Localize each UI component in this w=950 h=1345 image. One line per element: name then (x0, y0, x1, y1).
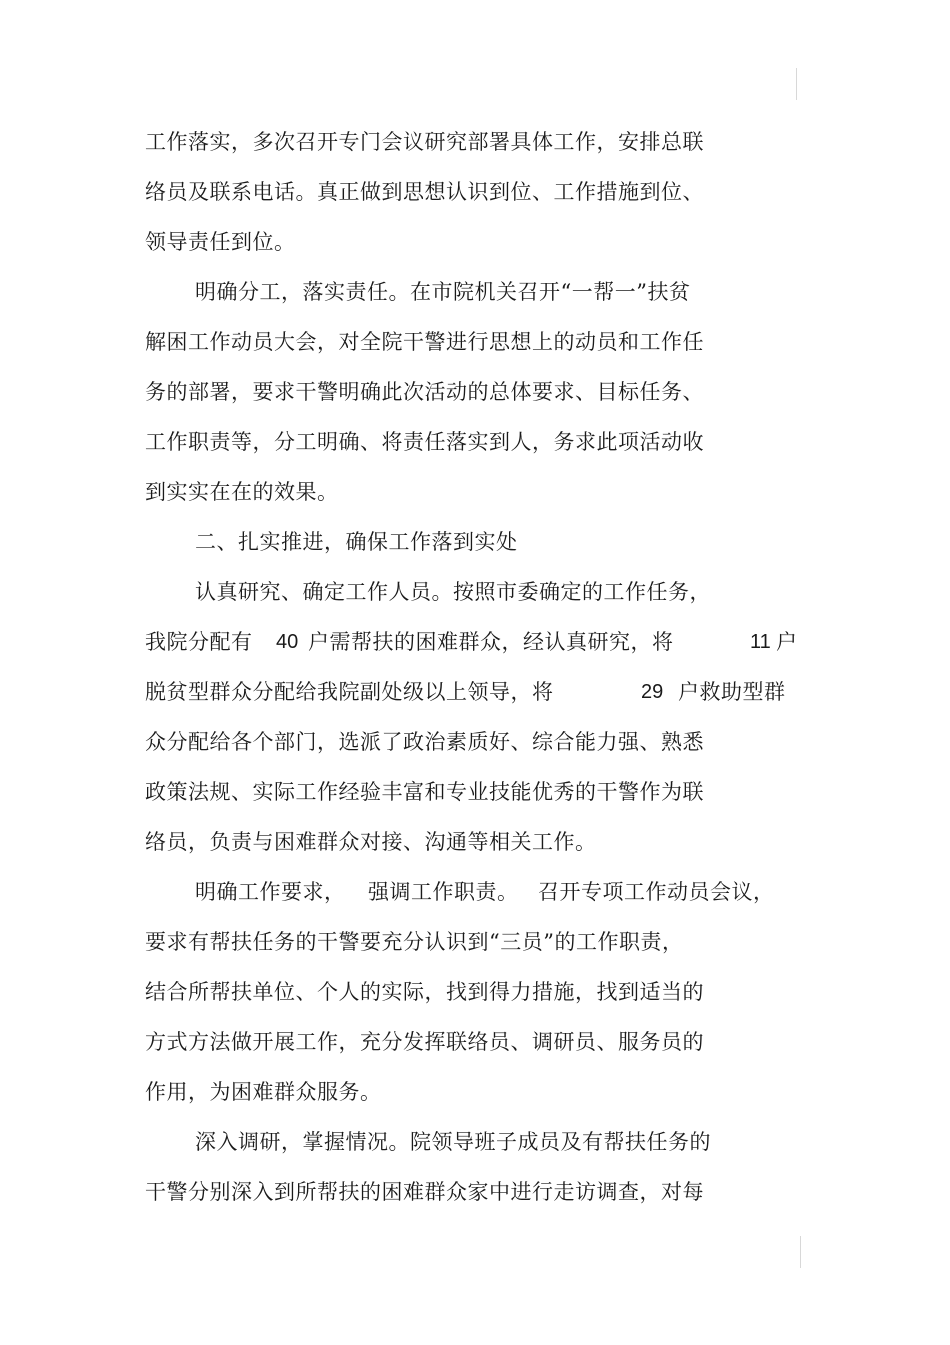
text-line: 解困工作动员大会，对全院干警进行思想上的动员和工作任 (145, 330, 704, 354)
text-line: 务的部署，要求干警明确此次活动的总体要求、目标任务、 (145, 380, 704, 404)
text-line: 明确分工，落实责任。在市院机关召开“一帮一”扶贫 (195, 280, 691, 304)
text-line-part: 户需帮扶的困难群众，经认真研究，将 (308, 630, 674, 654)
text-line: 深入调研，掌握情况。院领导班子成员及有帮扶任务的 (195, 1130, 711, 1154)
text-line-part: 户救助型群 (678, 680, 786, 704)
number-11: 11 (750, 631, 771, 653)
text-line: 络员及联系电话。真正做到思想认识到位、工作措施到位、 (145, 180, 704, 204)
text-line-part: 脱贫型群众分配给我院副处级以上领导，将 (145, 680, 554, 704)
text-line: 作用，为困难群众服务。 (145, 1080, 382, 1104)
text-line-part: 召开专项工作动员会议， (538, 880, 775, 904)
number-29: 29 (641, 681, 664, 703)
text-line: 方式方法做开展工作，充分发挥联络员、调研员、服务员的 (145, 1030, 704, 1054)
text-line: 工作落实，多次召开专门会议研究部署具体工作，安排总联 (145, 130, 704, 154)
text-line: 结合所帮扶单位、个人的实际，找到得力措施，找到适当的 (145, 980, 704, 1004)
text-line-part: 明确工作要求， (195, 880, 346, 904)
text-line: 工作职责等，分工明确、将责任落实到人，务求此项活动收 (145, 430, 704, 454)
text-line: 要求有帮扶任务的干警要充分认识到“三员”的工作职责， (145, 930, 684, 954)
page-corner-mark-top (796, 68, 797, 100)
text-line-part: 强调工作职责。 (368, 880, 519, 904)
text-line: 络员，负责与困难群众对接、沟通等相关工作。 (145, 830, 597, 854)
section-heading: 二、扎实推进，确保工作落到实处 (195, 530, 518, 554)
text-line: 干警分别深入到所帮扶的困难群众家中进行走访调查，对每 (145, 1180, 704, 1204)
text-line-part: 户 (776, 630, 798, 654)
page-corner-mark-bottom (800, 1236, 801, 1268)
text-line: 众分配给各个部门，选派了政治素质好、综合能力强、熟悉 (145, 730, 704, 754)
text-line: 到实实在在的效果。 (145, 480, 339, 504)
text-line: 政策法规、实际工作经验丰富和专业技能优秀的干警作为联 (145, 780, 704, 804)
text-line: 领导责任到位。 (145, 230, 296, 254)
text-line: 认真研究、确定工作人员。按照市委确定的工作任务， (195, 580, 711, 604)
number-40: 40 (276, 631, 299, 653)
text-line-part: 我院分配有 (145, 630, 253, 654)
